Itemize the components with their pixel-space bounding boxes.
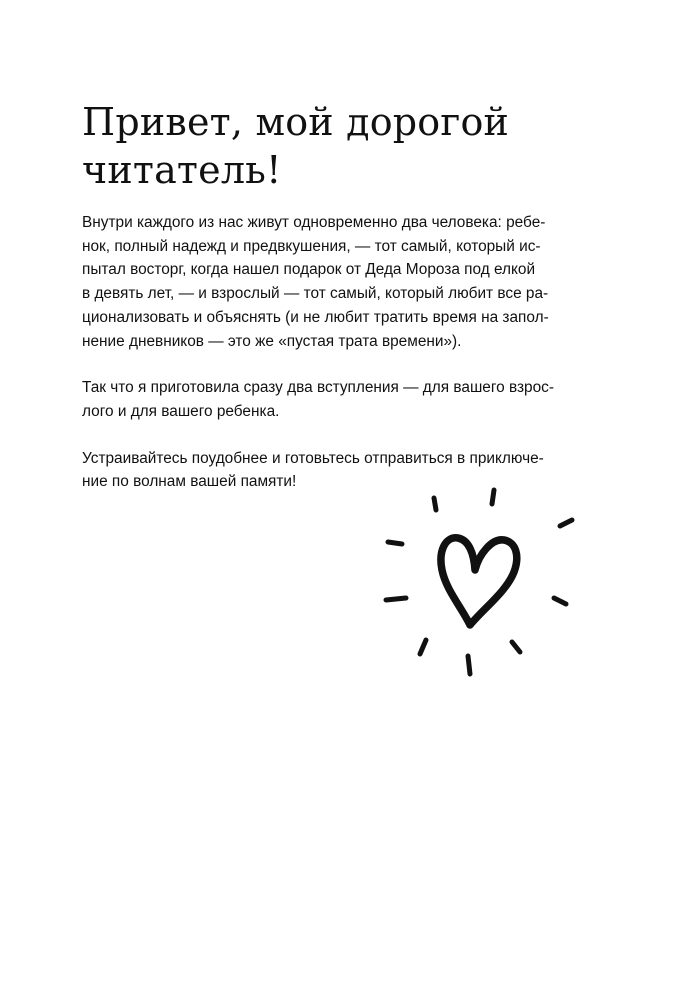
page-title-line-2: читатель! xyxy=(82,148,282,192)
text-line: нок, полный надежд и предвкушения, — тот самый, который ис- xyxy=(82,237,541,255)
text-line: нение дневников — это же «пустая трата времени»). xyxy=(82,332,462,350)
ray-icon xyxy=(434,498,436,510)
heart-with-rays-icon xyxy=(380,480,580,680)
ray-icon xyxy=(388,542,402,544)
ray-icon xyxy=(512,642,520,652)
text-line: Устраивайтесь поудобнее и готовьтесь отправиться в приключе- xyxy=(82,449,544,467)
page-title xyxy=(82,98,602,194)
ray-icon xyxy=(468,656,470,674)
heart-icon xyxy=(441,538,517,625)
ray-icon xyxy=(554,598,566,604)
ray-icon xyxy=(386,598,406,600)
ray-icon xyxy=(420,640,426,654)
ray-icon xyxy=(492,490,494,504)
text-line: лого и для вашего ребенка. xyxy=(82,402,280,420)
page-title-line-1: Привет, мой дорогой xyxy=(82,100,510,144)
text-line: ние по волнам вашей памяти! xyxy=(82,473,297,491)
text-line: Так что я приготовила сразу два вступления — для вашего взрос- xyxy=(82,379,554,397)
body-text xyxy=(82,211,584,517)
text-line: пытал восторг, когда нашел подарок от Деда Мороза под елкой xyxy=(82,261,536,279)
paragraph-intro xyxy=(82,211,584,353)
paragraph-two-intros xyxy=(82,376,584,423)
ray-icon xyxy=(560,520,572,526)
text-line: ционализовать и объяснять (и не любит тратить время на запол- xyxy=(82,308,549,326)
text-line: в девять лет, — и взрослый — тот самый, который любит все ра- xyxy=(82,285,549,303)
text-line: Внутри каждого из нас живут одновременно два человека: ребе- xyxy=(82,214,546,231)
